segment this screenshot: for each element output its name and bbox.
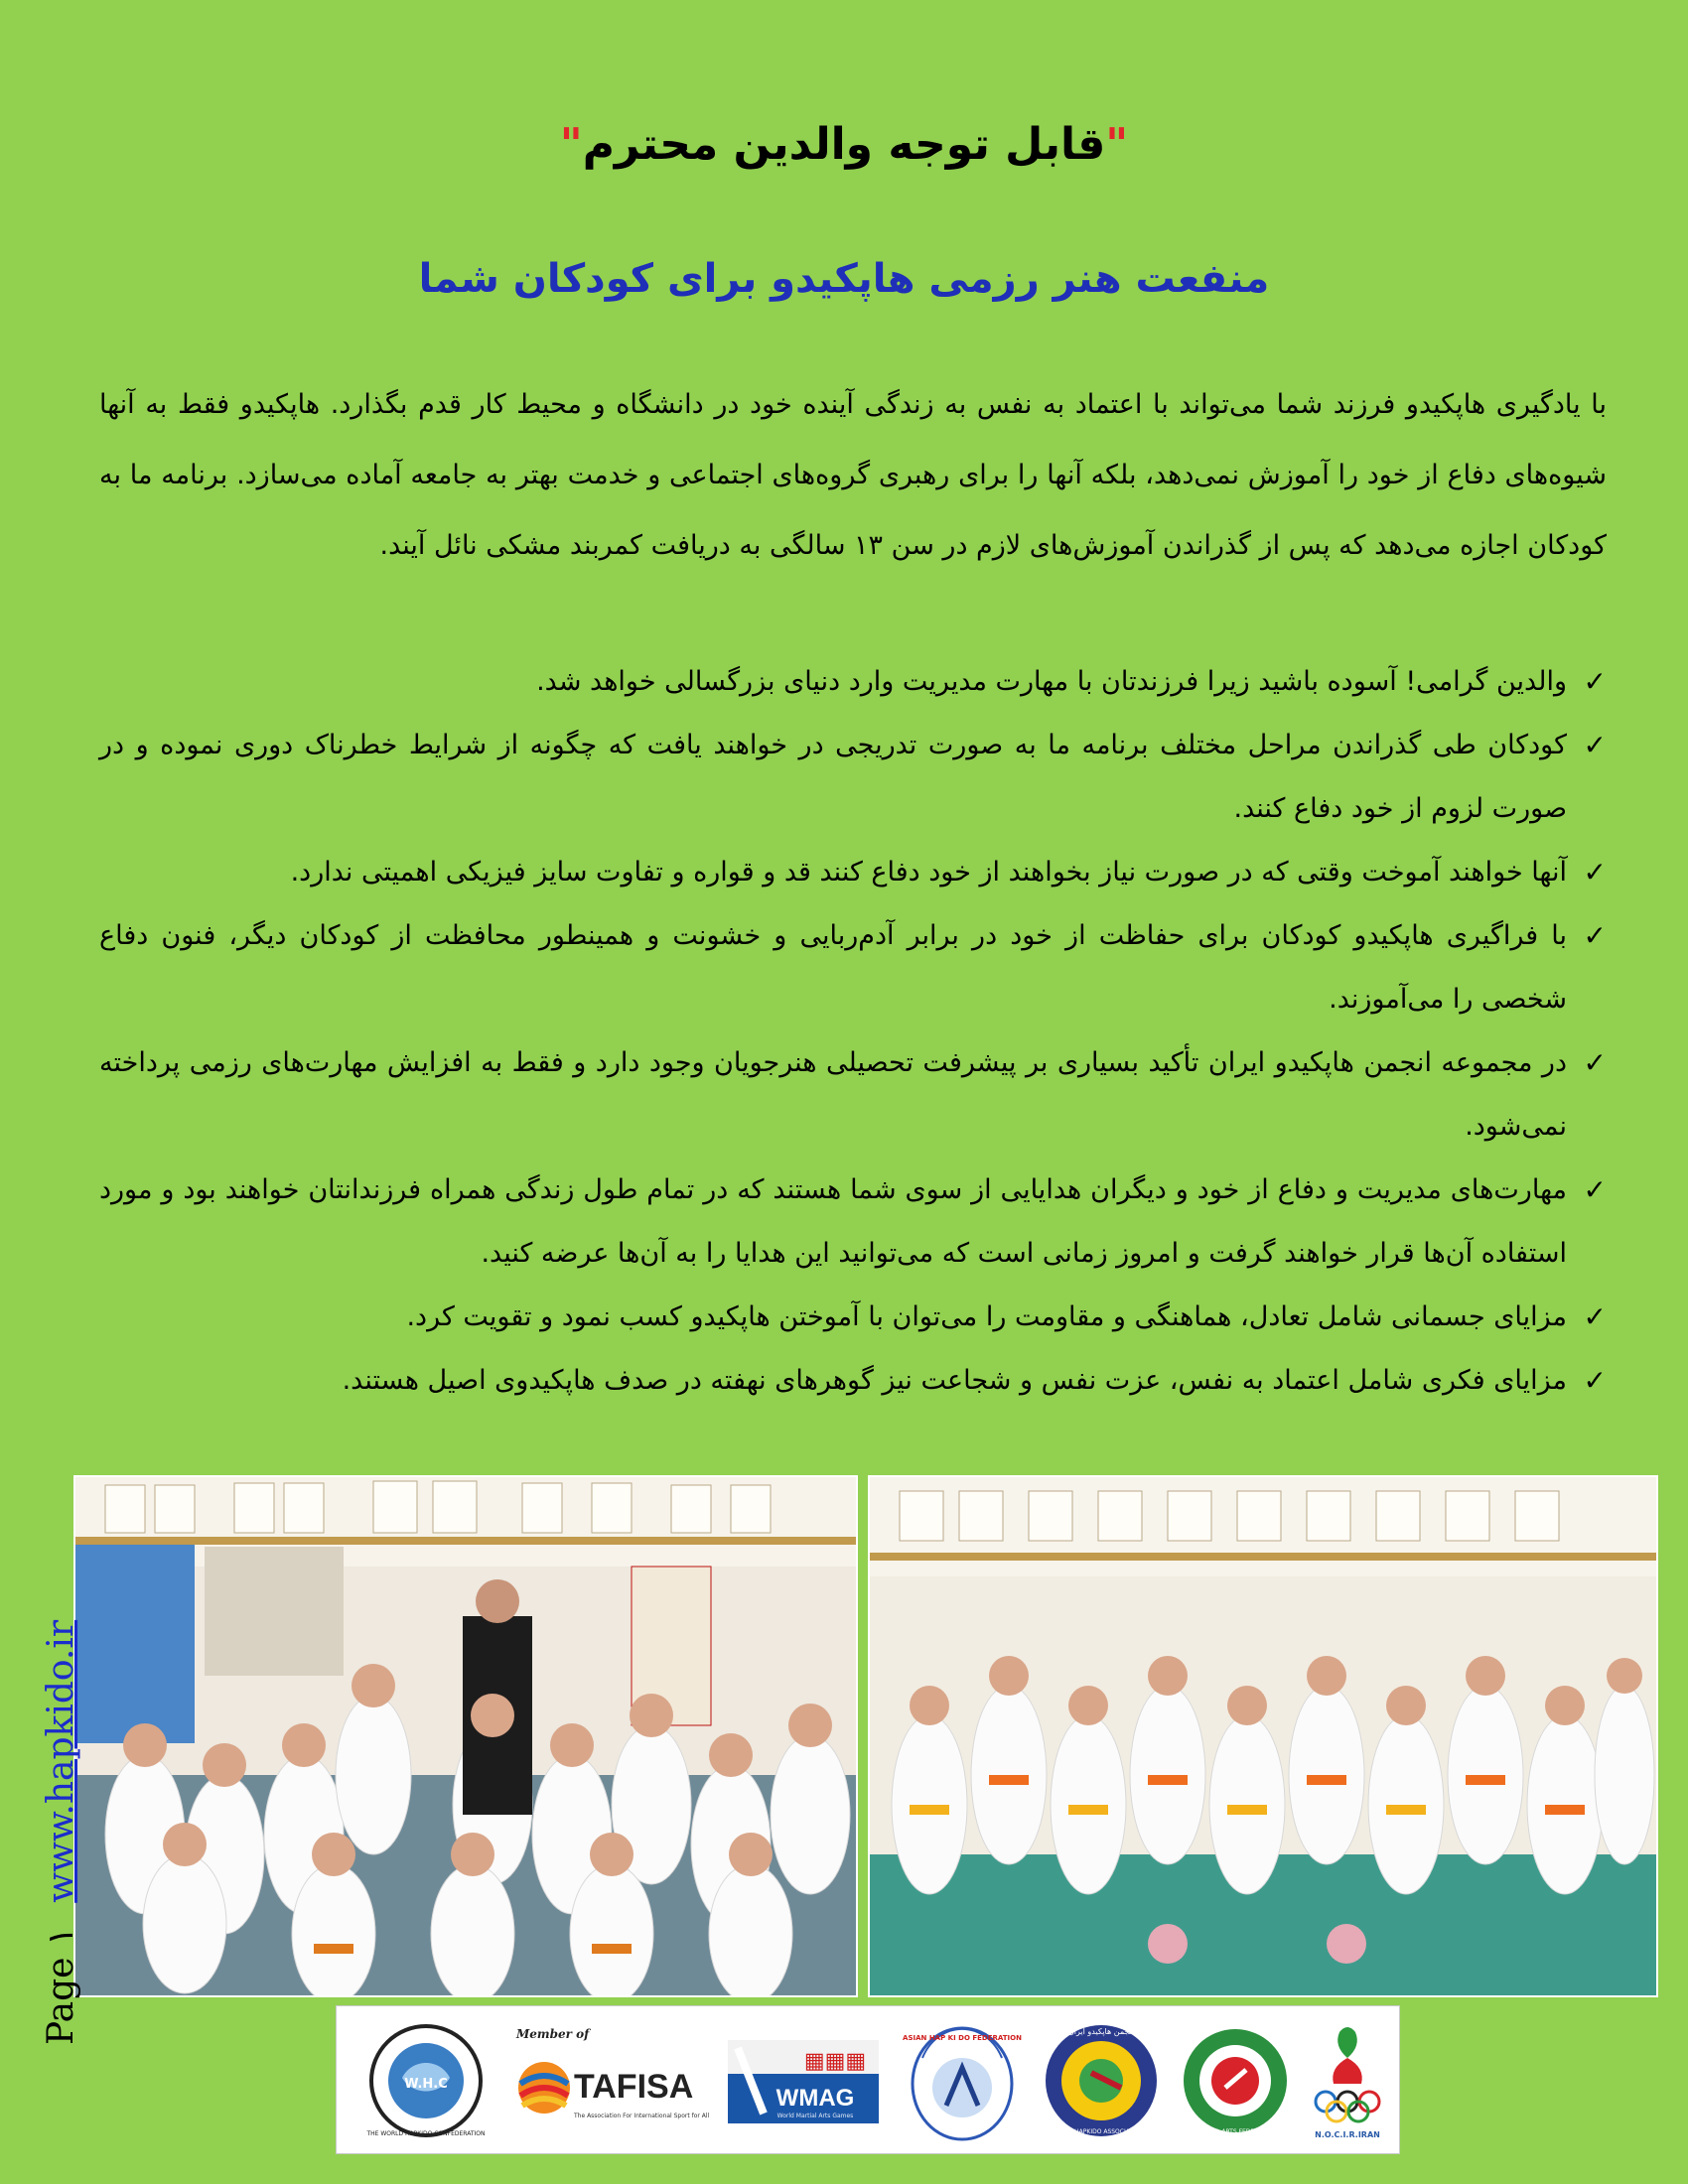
list-item-text: والدین گرامی! آسوده باشید زیرا فرزندتان با مهارت مدیریت وارد دنیای بزرگسالی خواهد شد. bbox=[536, 666, 1567, 697]
list-item bbox=[99, 841, 1607, 904]
title-open-quote: " bbox=[1105, 119, 1129, 170]
iran-hapkido-en: IRAN HAPKIDO ASSOCIATION bbox=[1057, 2128, 1145, 2135]
check-icon: ✓ bbox=[1583, 665, 1607, 698]
sponsor-logos-strip bbox=[336, 2005, 1400, 2154]
check-icon: ✓ bbox=[1583, 1300, 1607, 1333]
page-subtitle: منفعت هنر رزمی هاپکیدو برای کودکان شما bbox=[418, 256, 1270, 302]
list-item bbox=[99, 1031, 1607, 1159]
list-item-text: مهارت‌های مدیریت و دفاع از خود و دیگران هدایایی از سوی شما هستند که در تمام طول زندگی همراه فرزندانتان خواهند بود و مورد استفاده آن‌ها قرار خواهند گرفت و امروز زمانی است که می‌توانید این هدایا را به آن‌ها عرضه کنید. bbox=[99, 1174, 1567, 1269]
check-icon: ✓ bbox=[1583, 856, 1607, 888]
list-item-text: در مجموعه انجمن هاپکیدو ایران تأکید بسیاری بر پیشرفت تحصیلی هنرجویان وجود دارد و فقط به افزایش مهارت‌های رزمی پرداخته نمی‌شود. bbox=[99, 1047, 1567, 1142]
title-text: قابل توجه والدین محترم bbox=[582, 119, 1106, 170]
nocir-logo-icon bbox=[1300, 2018, 1395, 2143]
iran-hapkido-name: انجمن هاپکیدو ایران bbox=[1067, 2027, 1135, 2036]
tafisa-tagline: The Association For International Sport for All bbox=[574, 2113, 709, 2119]
intro-paragraph: با یادگیری هاپکیدو فرزند شما می‌تواند با اعتماد به نفس به زندگی آینده خود در دانشگاه و محیط کار قدم بگذارد. هاپکیدو فقط به آنها شیوه‌های دفاع از خود را آموزش نمی‌دهد، بلکه آنها را برای رهبری گروه‌های اجتماعی و خدمت بهتر به جامعه آماده می‌سازد. برنامه ما به کودکان اجازه می‌دهد که پس از گذراندن آموزش‌های لازم در سن ۱۳ سالگی به دریافت کمربند مشکی نائل آیند. bbox=[99, 389, 1607, 561]
martial-arts-federation-logo-icon bbox=[1181, 2018, 1290, 2143]
check-icon: ✓ bbox=[1583, 729, 1607, 761]
list-item-text: مزایای فکری شامل اعتماد به نفس، عزت نفس و شجاعت نیز گوهرهای نهفته در صدف هاپکیدوی اصیل هستند. bbox=[342, 1365, 1567, 1396]
page-footer-vertical bbox=[16, 1509, 81, 2045]
list-item-text: مزایای جسمانی شامل تعادل، هماهنگی و مقاومت را می‌توان با آموختن هاپکیدو کسب نمود و تقویت کرد. bbox=[406, 1301, 1567, 1332]
whc-name: THE WORLD HAPKIDO CONFEDERATION bbox=[366, 2130, 486, 2137]
wmag-logo-icon bbox=[724, 2018, 883, 2143]
whc-abbr: W.H.C bbox=[404, 2077, 448, 2092]
iran-hapkido-association-logo-icon bbox=[1042, 2018, 1161, 2143]
website-link[interactable]: www.hapkido.ir bbox=[41, 1619, 81, 1903]
list-item bbox=[99, 714, 1607, 841]
title-close-quote: " bbox=[559, 119, 583, 170]
list-item bbox=[99, 650, 1607, 714]
class-photo-right bbox=[868, 1475, 1658, 1997]
tafisa-logo-icon bbox=[510, 2018, 709, 2143]
member-of-label: Member of bbox=[516, 2027, 590, 2041]
list-item bbox=[99, 904, 1607, 1031]
list-item bbox=[99, 1349, 1607, 1413]
class-photo-left bbox=[73, 1475, 858, 1997]
benefits-list bbox=[99, 650, 1607, 1413]
page-number: Page ۱ bbox=[41, 1926, 81, 2045]
martial-arts-fed-name: MARTIAL ARTS FEDERATION bbox=[1194, 2128, 1277, 2135]
list-item-text: با فراگیری هاپکیدو کودکان برای حفاظت از خود در برابر آدم‌ربایی و خشونت و همینطور محافظت از کودکان دیگر، فنون دفاع شخصی را می‌آموزند. bbox=[99, 920, 1567, 1015]
svg-text:▦▦▦: ▦▦▦ bbox=[803, 2049, 867, 2074]
list-item-text: آنها خواهند آموخت وقتی که در صورت نیاز بخواهند از خود دفاع کنند قد و قواره و تفاوت سایز فیزیکی اهمیتی ندارد. bbox=[290, 857, 1567, 887]
check-icon: ✓ bbox=[1583, 919, 1607, 952]
asian-fed-name: ASIAN HAP KI DO FEDERATION bbox=[903, 2034, 1022, 2042]
list-item-text: کودکان طی گذراندن مراحل مختلف برنامه ما به صورت تدریجی در خواهند یافت که چگونه از شرایط خطرناک دوری نموده و در صورت لزوم از خود دفاع کنند. bbox=[99, 730, 1567, 824]
check-icon: ✓ bbox=[1583, 1173, 1607, 1206]
whc-logo-icon bbox=[366, 2018, 486, 2143]
list-item bbox=[99, 1286, 1607, 1349]
nocir-name: N.O.C.I.R.IRAN bbox=[1315, 2130, 1380, 2139]
asian-hapkido-federation-logo-icon bbox=[903, 2018, 1022, 2143]
list-item bbox=[99, 1159, 1607, 1286]
wmag-tagline: World Martial Arts Games bbox=[776, 2113, 854, 2119]
wmag-name: WMAG bbox=[775, 2085, 855, 2112]
check-icon: ✓ bbox=[1583, 1364, 1607, 1397]
page-title bbox=[0, 119, 1688, 170]
check-icon: ✓ bbox=[1583, 1046, 1607, 1079]
tafisa-name: TAFISA bbox=[574, 2068, 694, 2106]
